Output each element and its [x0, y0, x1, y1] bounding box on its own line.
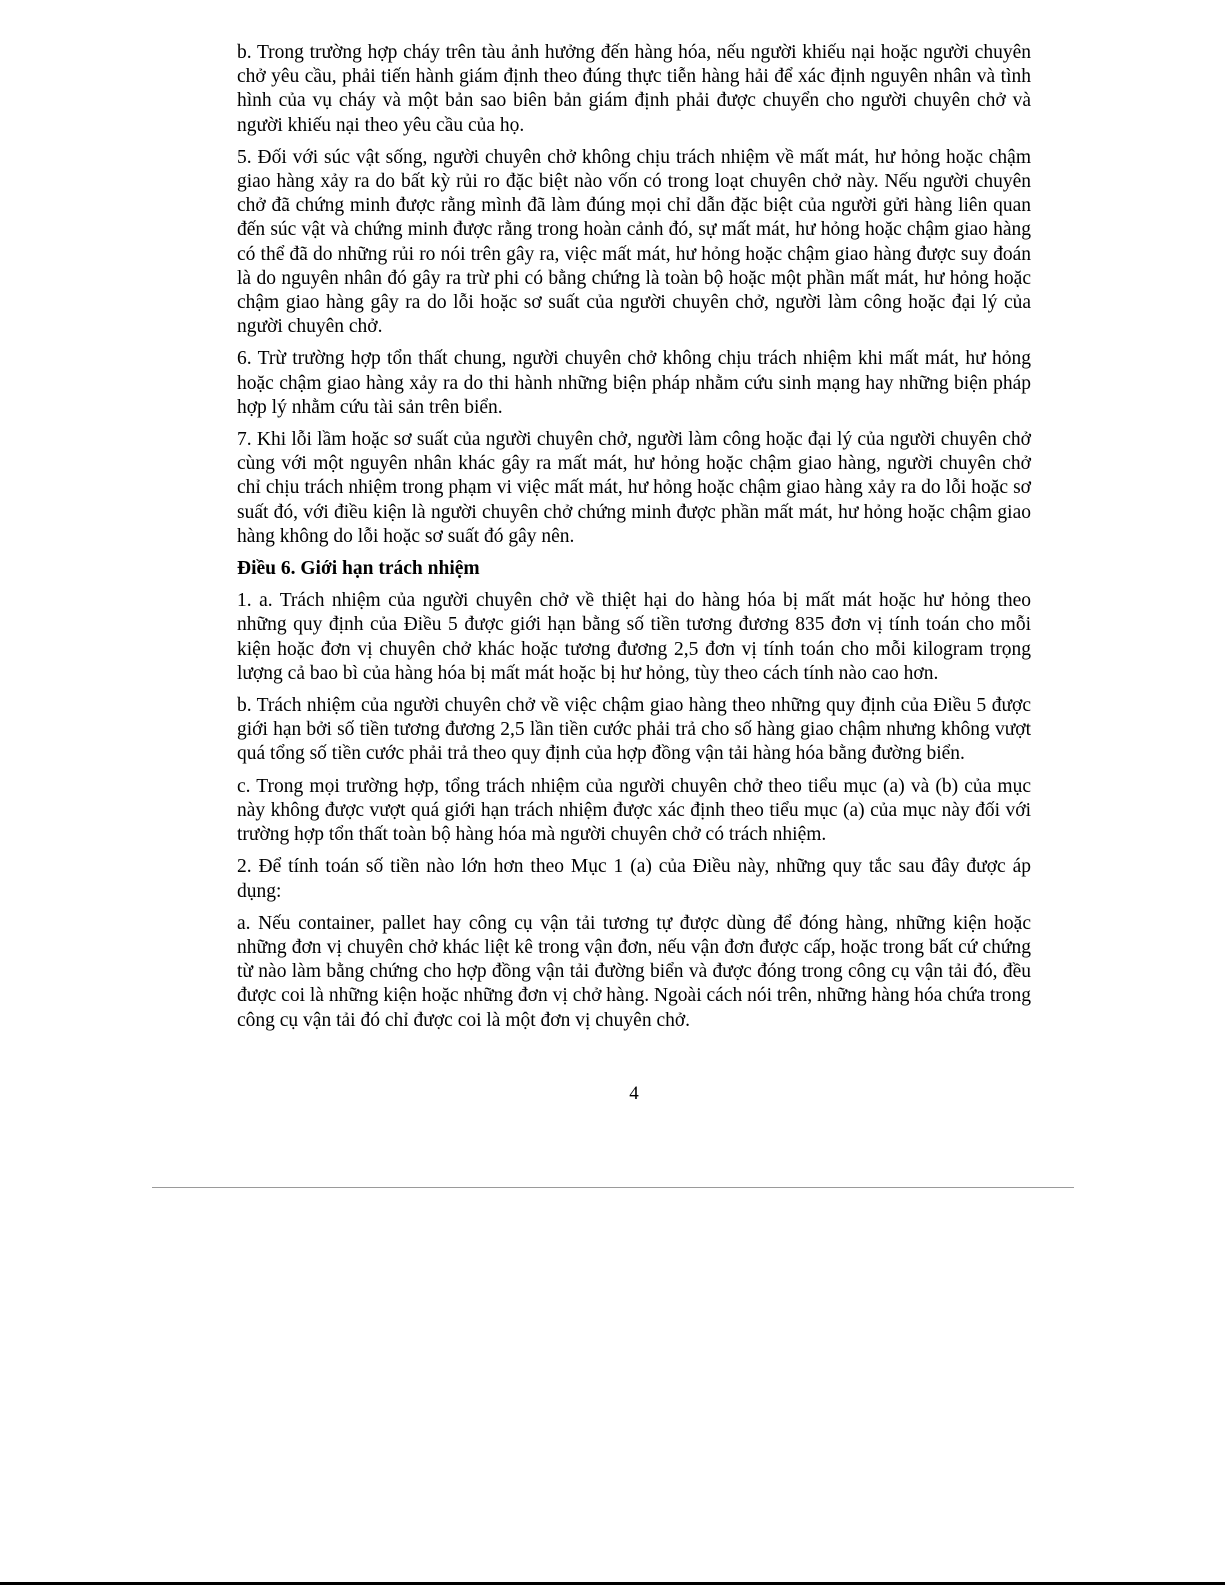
article-6-heading: Điều 6. Giới hạn trách nhiệm	[237, 558, 480, 580]
paragraph-6-general-average: 6. Trừ trường hợp tổn thất chung, người chuyên chở không chịu trách nhiệm khi mất mát, hư hỏng hoặc chậm giao hàng xảy ra do thi hành những biện pháp nhằm cứu sinh mạng hay những biện pháp hợp lý nhằm cứu tài sản trên biển.	[237, 348, 1031, 418]
paragraph-5-live-animals: 5. Đối với súc vật sống, người chuyên chở không chịu trách nhiệm về mất mát, hư hỏng hoặc chậm giao hàng xảy ra do bất kỳ rủi ro đặc biệt nào vốn có trong loạt chuyên chở này. Nếu người chuyên chở đã chứng minh được rằng mình đã làm đúng mọi chỉ dẫn đặc biệt của người gửi hàng liên quan đến súc vật và chứng minh được rằng trong hoàn cảnh đó, sự mất mát, hư hỏng hoặc chậm giao hàng có thể đã do những rủi ro nói trên gây ra, việc mất mát, hư hỏng hoặc chậm giao hàng được suy đoán là do nguyên nhân đó gây ra trừ phi có bằng chứng là toàn bộ hoặc một phần mất mát, hư hỏng hoặc chậm giao hàng gây ra do lỗi hoặc sơ suất của người chuyên chở, người làm công hoặc đại lý của người chuyên chở.	[237, 146, 1031, 338]
paragraph-4b-fire: b. Trong trường hợp cháy trên tàu ảnh hưởng đến hàng hóa, nếu người khiếu nại hoặc người chuyên chở yêu cầu, phải tiến hành giám định theo đúng thực tiễn hàng hải để xác định nguyên nhân và tình hình của vụ cháy và một bản sao biên bản giám định phải được chuyển cho người chuyên chở và người khiếu nại theo yêu cầu của họ.	[237, 42, 1031, 136]
document-body	[237, 41, 1031, 1041]
paragraph-1c-aggregate-limit: c. Trong mọi trường hợp, tổng trách nhiệm của người chuyên chở theo tiểu mục (a) và (b) của mục này không được vượt quá giới hạn trách nhiệm được xác định theo tiểu mục (a) của mục này đối với trường hợp tổn thất toàn bộ hàng hóa mà người chuyên chở có trách nhiệm.	[237, 775, 1031, 846]
paragraph-7-concurrent-causes: 7. Khi lỗi lầm hoặc sơ suất của người chuyên chở, người làm công hoặc đại lý của người chuyên chở cùng với một nguyên nhân khác gây ra mất mát, hư hỏng hoặc chậm giao hàng, người chuyên chở chỉ chịu trách nhiệm trong phạm vi việc mất mát, hư hỏng hoặc chậm giao hàng xảy ra do lỗi hoặc sơ suất đó, với điều kiện là người chuyên chở chứng minh được phần mất mát, hư hỏng hoặc chậm giao hàng không do lỗi hoặc sơ suất đó gây nên.	[237, 429, 1031, 547]
paragraph-1a-liability-limit: 1. a. Trách nhiệm của người chuyên chở về thiệt hại do hàng hóa bị mất mát hoặc hư hỏng theo những quy định của Điều 5 được giới hạn bằng số tiền tương đương 835 đơn vị tính toán cho mỗi kiện hoặc đơn vị chuyên chở khác hoặc tương đương 2,5 đơn vị tính toán cho mỗi kilogram trọng lượng cả bao bì của hàng hóa bị mất mát hoặc bị hư hỏng, tùy theo cách tính nào cao hơn.	[237, 590, 1031, 684]
paragraph-2a-container-rule: a. Nếu container, pallet hay công cụ vận tải tương tự được dùng để đóng hàng, những kiện hoặc những đơn vị chuyên chở khác liệt kê trong vận đơn, nếu vận đơn được cấp, hoặc trong bất cứ chứng từ nào làm bằng chứng cho hợp đồng vận tải đường biển và được đóng trong công cụ vận tải đó, đều được coi là những kiện hoặc những đơn vị chở hàng. Ngoài cách nói trên, những hàng hóa chứa trong công cụ vận tải đó chỉ được coi là một đơn vị chuyên chở.	[237, 912, 1031, 1031]
paragraph-1b-delay-limit: b. Trách nhiệm của người chuyên chở về việc chậm giao hàng theo những quy định của Điều 5 được giới hạn bởi số tiền tương đương 2,5 lần tiền cước phải trả cho số hàng giao chậm nhưng không vượt quá tổng số tiền cước phải trả theo quy định của hợp đồng vận tải hàng hóa bằng đường biển.	[237, 695, 1031, 765]
page-number: 4	[629, 1083, 639, 1104]
page-separator-line	[152, 1187, 1074, 1188]
paragraph-2-calculation-rules: 2. Để tính toán số tiền nào lớn hơn theo Mục 1 (a) của Điều này, những quy tắc sau đây được áp dụng:	[237, 856, 1031, 902]
